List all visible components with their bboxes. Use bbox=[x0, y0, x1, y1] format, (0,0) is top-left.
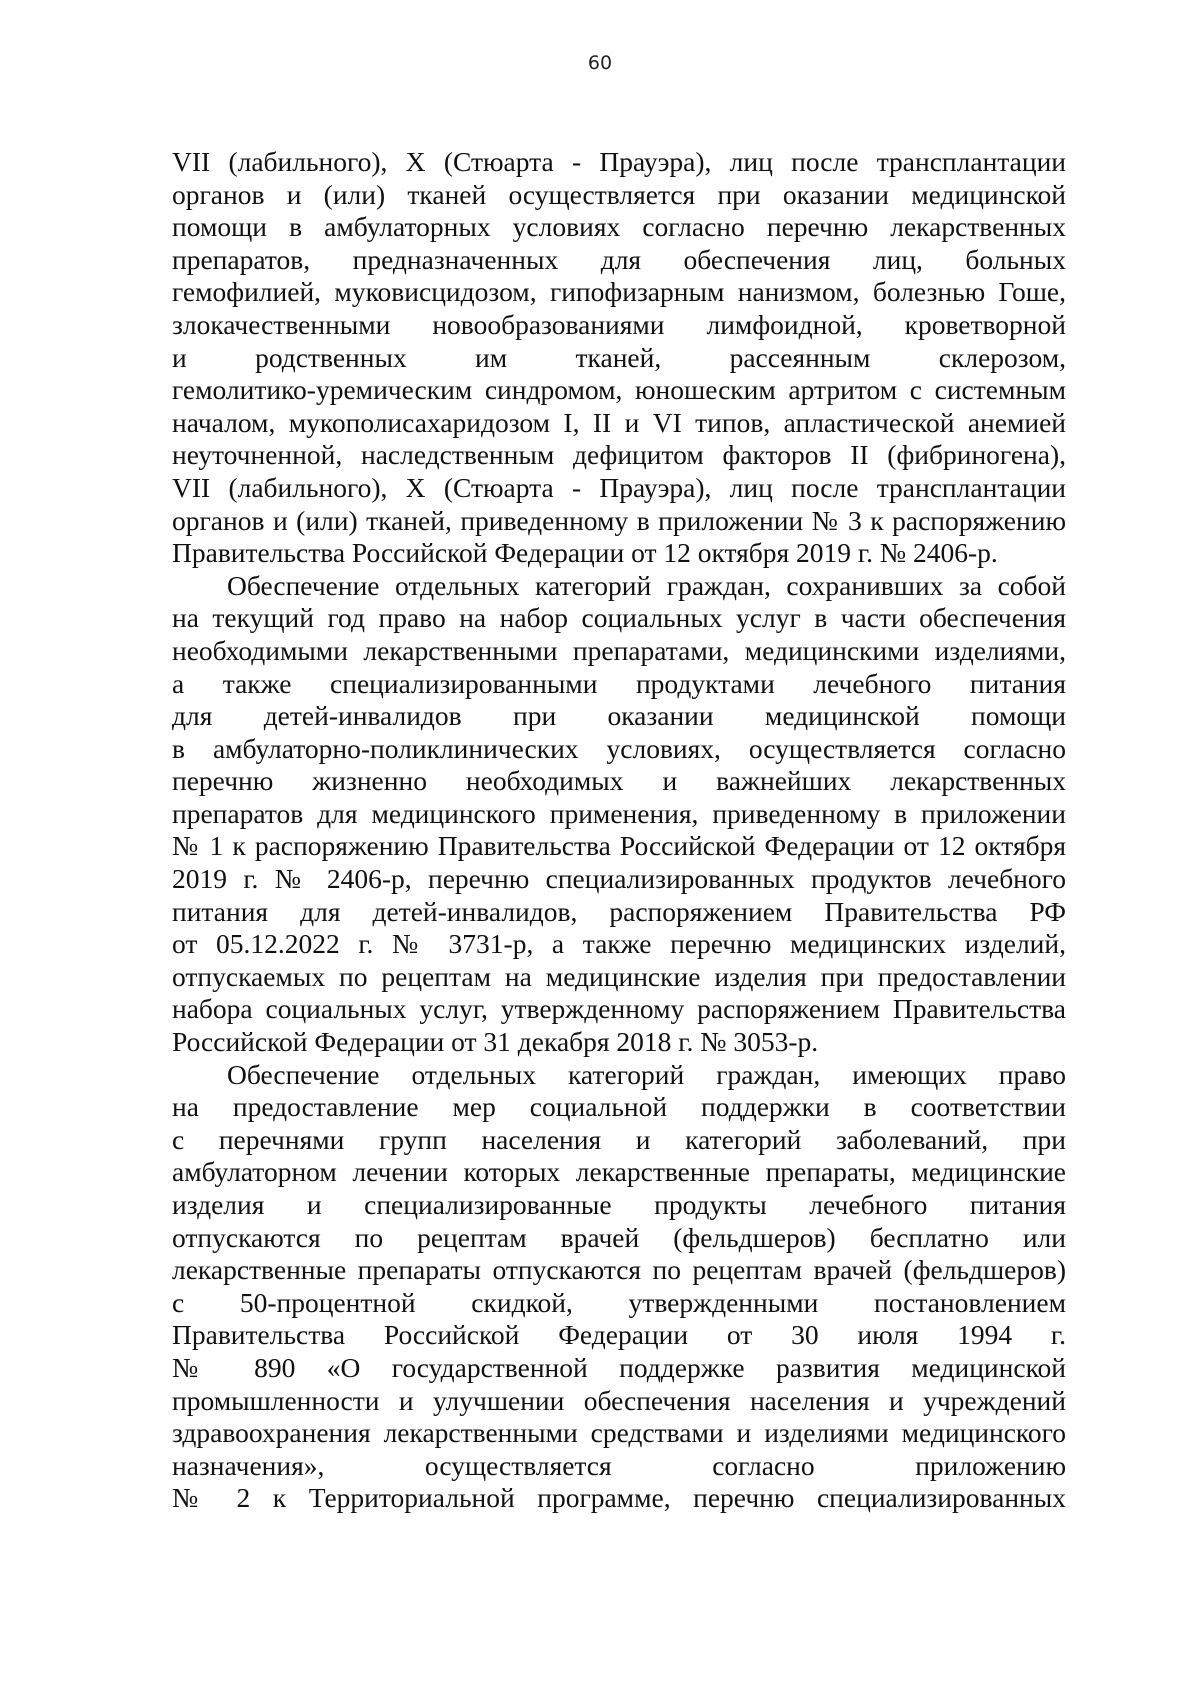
text-line: препаратов для медицинского применения, приведенному в приложении bbox=[172, 797, 1066, 829]
text-line: злокачественными новообразованиями лимфоидной, кроветворной bbox=[172, 308, 1066, 340]
text-line: гемолитико-уремическим синдромом, юношеским артритом с системным bbox=[172, 374, 1066, 406]
text-line: неуточненной, наследственным дефицитом факторов II (фибриногена), bbox=[172, 439, 1066, 471]
paragraph bbox=[172, 146, 1066, 570]
text-line: Обеспечение отдельных категорий граждан, сохранивших за собой bbox=[227, 569, 1066, 601]
text-line: помощи в амбулаторных условиях согласно перечню лекарственных bbox=[172, 211, 1066, 243]
text-line: органов и (или) тканей, приведенному в приложении № 3 к распоряжению bbox=[172, 504, 1066, 536]
text-line: гемофилией, муковисцидозом, гипофизарным нанизмом, болезнью Гоше, bbox=[172, 276, 1066, 308]
text-line: а также специализированными продуктами лечебного питания bbox=[172, 667, 1066, 699]
text-line: и родственных им тканей, рассеянным склерозом, bbox=[172, 341, 1066, 373]
text-line: VII (лабильного), X (Стюарта - Прауэра), лиц после трансплантации bbox=[172, 471, 1066, 503]
text-line: здравоохранения лекарственными средствами и изделиями медицинского bbox=[172, 1417, 1066, 1449]
text-line: № 1 к распоряжению Правительства Российской Федерации от 12 октября bbox=[172, 830, 1066, 862]
text-line: на текущий год право на набор социальных услуг в части обеспечения bbox=[172, 602, 1066, 634]
text-line: в амбулаторно-поликлинических условиях, осуществляется согласно bbox=[172, 732, 1066, 764]
text-line: Правительства Российской Федерации от 12 октября 2019 г. № 2406-р. bbox=[172, 537, 998, 569]
text-line: набора социальных услуг, утвержденному распоряжением Правительства bbox=[172, 993, 1066, 1025]
text-line: началом, мукополисахаридозом I, II и VI типов, апластической анемией bbox=[172, 406, 1066, 438]
text-line: для детей-инвалидов при оказании медицинской помощи bbox=[172, 700, 1066, 732]
text-line: с перечнями групп населения и категорий заболеваний, при bbox=[172, 1123, 1066, 1155]
text-line: изделия и специализированные продукты лечебного питания bbox=[172, 1189, 1066, 1220]
page-number: 60 bbox=[587, 52, 613, 74]
paragraph bbox=[172, 570, 1066, 1059]
text-line: питания для детей-инвалидов, распоряжением Правительства РФ bbox=[172, 895, 1066, 927]
text-line: необходимыми лекарственными препаратами, медицинскими изделиями, bbox=[172, 634, 1066, 666]
text-line: перечню жизненно необходимых и важнейших лекарственных bbox=[172, 765, 1066, 797]
text-line: препаратов, предназначенных для обеспечения лиц, больных bbox=[172, 243, 1066, 275]
text-line: Обеспечение отдельных категорий граждан, имеющих право bbox=[227, 1058, 1066, 1090]
text-line: отпускаются по рецептам врачей (фельдшеров) бесплатно или bbox=[172, 1221, 1066, 1253]
document-body bbox=[172, 146, 1066, 1515]
text-line: амбулаторном лечении которых лекарственные препараты, медицинские bbox=[172, 1156, 1066, 1188]
text-line: лекарственные препараты отпускаются по рецептам врачей (фельдшеров) bbox=[172, 1254, 1066, 1286]
text-line: VII (лабильного), X (Стюарта - Прауэра), лиц после трансплантации bbox=[172, 146, 1066, 177]
text-line: промышленности и улучшении обеспечения населения и учреждений bbox=[172, 1384, 1066, 1416]
paragraph bbox=[172, 1059, 1066, 1515]
text-line: отпускаемых по рецептам на медицинские изделия при предоставлении bbox=[172, 960, 1066, 992]
text-line: с 50-процентной скидкой, утвержденными постановлением bbox=[172, 1286, 1066, 1318]
text-line: № 890 «О государственной поддержке развития медицинской bbox=[172, 1351, 1066, 1383]
text-line: 2019 г. № 2406-р, перечню специализированных продуктов лечебного bbox=[172, 863, 1066, 895]
text-line: от 05.12.2022 г. № 3731-р, а также перечню медицинских изделий, bbox=[172, 928, 1066, 960]
text-line: Российской Федерации от 31 декабря 2018 г. № 3053-р. bbox=[172, 1026, 819, 1058]
text-line: № 2 к Территориальной программе, перечню специализированных bbox=[172, 1482, 1066, 1514]
text-line: органов и (или) тканей осуществляется при оказании медицинской bbox=[172, 178, 1066, 210]
text-line: Правительства Российской Федерации от 30 июля 1994 г. bbox=[172, 1319, 1066, 1351]
text-line: назначения», осуществляется согласно приложению bbox=[172, 1449, 1066, 1481]
text-line: на предоставление мер социальной поддержки в соответствии bbox=[172, 1091, 1066, 1123]
